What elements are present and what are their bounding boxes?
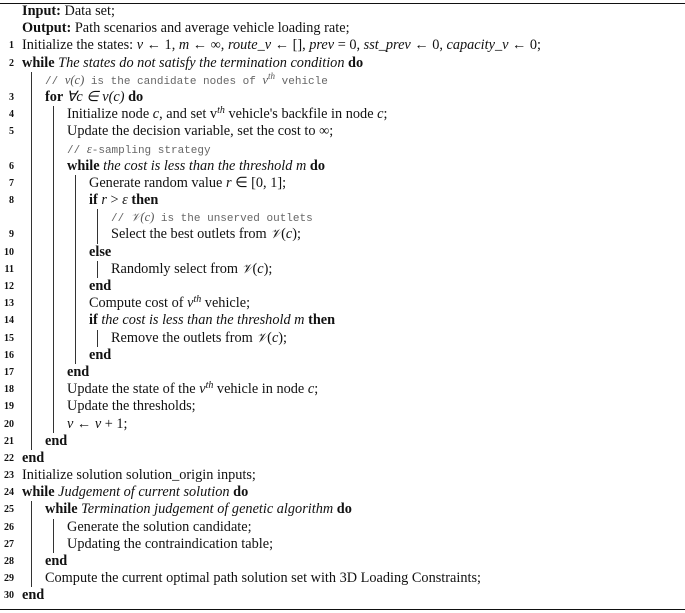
- line-number: 12: [4, 281, 14, 292]
- block-indent-bar: [53, 312, 54, 329]
- line-number: 16: [4, 349, 14, 361]
- algorithm-line-4: [0, 106, 685, 123]
- block-indent-bar: [53, 175, 54, 192]
- keyword: end: [22, 449, 45, 466]
- block-indent-bar: [31, 433, 32, 450]
- line-content: [22, 450, 44, 467]
- statement-text: prev: [309, 37, 335, 54]
- block-indent-bar: [31, 312, 32, 329]
- line-content: [89, 295, 250, 312]
- algorithm-line-30: [0, 587, 685, 604]
- block-indent-bar: [31, 570, 32, 587]
- line-content: [45, 553, 67, 570]
- block-indent-bar: [97, 261, 98, 278]
- statement-text: r: [101, 192, 107, 209]
- algorithm-comment: [0, 72, 685, 89]
- statement-text: sst_prev: [363, 37, 411, 54]
- block-indent-bar: [75, 347, 76, 364]
- block-indent-bar: [31, 89, 32, 106]
- block-indent-bar: [75, 330, 76, 347]
- line-content: [67, 123, 333, 140]
- statement-text: vehicle's backfile in node: [224, 106, 378, 123]
- comment-text: is the unserved outlets: [154, 213, 313, 226]
- line-number: 2: [9, 57, 14, 69]
- line-content: [111, 330, 287, 347]
- line-number: 6: [9, 160, 14, 172]
- block-indent-bar: [31, 261, 32, 278]
- block-indent-bar: [53, 209, 54, 226]
- algorithm-line-20: [0, 416, 685, 433]
- statement-text: );: [263, 260, 273, 277]
- algorithm-line-22: [0, 450, 685, 467]
- statement-text: ∈ [0, 1];: [231, 174, 287, 191]
- keyword: Output:: [22, 20, 75, 37]
- algorithm-line-14: [0, 312, 685, 329]
- block-indent-bar: [31, 398, 32, 415]
- statement-text: Termination judgement of genetic algorithm: [81, 501, 337, 518]
- statement-text: m: [178, 37, 190, 54]
- statement-text: ←: [73, 415, 95, 432]
- block-indent-bar: [53, 226, 54, 243]
- line-content: [45, 89, 143, 106]
- block-indent-bar: [31, 536, 32, 553]
- line-number: 10: [4, 246, 14, 258]
- keyword: end: [89, 278, 112, 294]
- keyword: for: [45, 88, 67, 105]
- block-indent-bar: [31, 416, 32, 433]
- line-number: 25: [4, 504, 14, 516]
- line-content: [89, 278, 111, 295]
- algorithm-line-8: [0, 192, 685, 209]
- comment-text: (c): [140, 210, 155, 225]
- block-indent-bar: [75, 175, 76, 192]
- line-number: 30: [4, 590, 14, 602]
- block-indent-bar: [53, 416, 54, 433]
- statement-text: Update the thresholds;: [67, 398, 196, 415]
- bottom-rule: [0, 609, 685, 610]
- line-number: 18: [4, 384, 14, 396]
- line-content: [22, 3, 115, 20]
- block-indent-bar: [31, 192, 32, 209]
- statement-text: Update the decision variable, set the cost to ∞;: [67, 123, 334, 140]
- line-content: [67, 106, 387, 123]
- comment-text: vehicle: [275, 75, 328, 88]
- block-indent-bar: [75, 226, 76, 243]
- line-content: [45, 501, 352, 518]
- statement-text: v: [187, 295, 194, 312]
- keyword: else: [89, 243, 112, 260]
- statement-text: Updating the contraindication table;: [67, 535, 274, 552]
- comment-text: ε: [86, 141, 92, 156]
- algorithm-line-12: [0, 278, 685, 295]
- line-number: 23: [4, 470, 14, 482]
- block-indent-bar: [53, 261, 54, 278]
- statement-text: c: [271, 329, 279, 346]
- comment-text: is the candidate nodes of: [84, 75, 263, 88]
- line-number: 29: [4, 573, 14, 585]
- block-indent-bar: [53, 295, 54, 312]
- line-content: [89, 192, 158, 209]
- block-indent-bar: [53, 398, 54, 415]
- block-indent-bar: [31, 381, 32, 398]
- algorithm-line-29: [0, 570, 685, 587]
- statement-text: Update the state of the: [67, 381, 200, 398]
- line-content: [111, 226, 301, 243]
- block-indent-bar: [97, 209, 98, 226]
- line-content: [22, 484, 248, 501]
- block-indent-bar: [75, 192, 76, 209]
- block-indent-bar: [53, 347, 54, 364]
- keyword: if: [89, 312, 102, 329]
- line-number: 3: [9, 91, 14, 103]
- statement-text: ← ∞,: [189, 37, 228, 54]
- keyword: do: [348, 54, 364, 71]
- keyword: do: [233, 484, 249, 501]
- line-number: 13: [4, 298, 14, 310]
- statement-text: ∀c ∈ v(c): [66, 88, 129, 105]
- statement-text: ← 1,: [143, 37, 179, 54]
- statement-text: ← [],: [271, 37, 310, 54]
- line-content: [89, 175, 286, 192]
- line-number: 15: [4, 332, 14, 344]
- keyword: end: [45, 432, 68, 449]
- statement-text: Generate random value: [89, 174, 226, 191]
- block-indent-bar: [31, 330, 32, 347]
- statement-text: the cost is less than the threshold m: [101, 312, 309, 329]
- line-content: [67, 416, 128, 433]
- block-indent-bar: [31, 209, 32, 226]
- statement-text: >: [106, 192, 123, 209]
- block-indent-bar: [31, 158, 32, 175]
- algorithm-line-27: [0, 536, 685, 553]
- statement-text: Initialize node: [67, 106, 153, 123]
- keyword: do: [128, 88, 144, 105]
- statement-text: ;: [314, 381, 319, 398]
- line-number: 9: [9, 229, 14, 241]
- keyword: do: [336, 501, 352, 518]
- statement-text: Generate the solution candidate;: [67, 518, 252, 535]
- statement-text: th: [193, 294, 202, 306]
- block-indent-bar: [53, 158, 54, 175]
- line-content: [67, 158, 325, 175]
- statement-text: Data set;: [64, 3, 115, 19]
- statement-text: Path scenarios and average vehicle loading rate;: [74, 20, 350, 37]
- statement-text: r: [225, 174, 232, 191]
- line-content: [22, 467, 256, 484]
- algorithm-comment: [0, 209, 685, 226]
- comment-text: 𝒱: [241, 261, 253, 277]
- block-indent-bar: [53, 278, 54, 295]
- algorithm-comment: [0, 141, 685, 158]
- block-indent-bar: [53, 519, 54, 536]
- algorithm-line-3: [0, 89, 685, 106]
- statement-text: Select the best outlets from: [111, 226, 271, 243]
- block-indent-bar: [75, 295, 76, 312]
- line-content: [22, 20, 350, 37]
- algorithm-line-24: [0, 484, 685, 501]
- block-indent-bar: [97, 330, 98, 347]
- line-content: [22, 587, 44, 604]
- block-indent-bar: [53, 141, 54, 158]
- statement-text: , and set v: [159, 106, 218, 123]
- algorithm-line-26: [0, 519, 685, 536]
- line-number: 7: [9, 177, 14, 189]
- statement-text: ← 0,: [410, 37, 447, 54]
- block-indent-bar: [75, 244, 76, 261]
- statement-text: v: [94, 415, 102, 432]
- block-indent-bar: [31, 347, 32, 364]
- block-indent-bar: [75, 261, 76, 278]
- statement-text: c: [377, 106, 384, 123]
- keyword: if: [89, 192, 102, 209]
- block-indent-bar: [75, 209, 76, 226]
- algorithm-line-11: [0, 261, 685, 278]
- statement-text: Initialize the states:: [22, 37, 137, 54]
- algorithm-listing: [0, 3, 685, 605]
- block-indent-bar: [75, 278, 76, 295]
- statement-text: Judgement of current solution: [58, 484, 234, 501]
- keyword: end: [45, 553, 68, 569]
- algorithm-header-line: [0, 20, 685, 37]
- block-indent-bar: [31, 106, 32, 123]
- line-content: [67, 381, 318, 398]
- line-number: 8: [9, 195, 14, 207]
- statement-text: v: [136, 37, 144, 54]
- line-content: [22, 37, 541, 54]
- keyword: then: [127, 192, 159, 209]
- statement-text: v: [67, 415, 74, 432]
- comment-text: 𝒱: [130, 210, 141, 225]
- keyword: while: [22, 484, 59, 501]
- comment-text: v: [262, 72, 269, 87]
- statement-text: c: [257, 260, 264, 277]
- statement-text: );: [278, 329, 288, 346]
- block-indent-bar: [31, 295, 32, 312]
- line-content: [22, 55, 363, 72]
- keyword: end: [22, 587, 45, 604]
- comment-text: //: [67, 144, 87, 157]
- algorithm-line-18: [0, 381, 685, 398]
- comment-text: th: [268, 70, 276, 81]
- block-indent-bar: [53, 123, 54, 140]
- statement-text: th: [205, 380, 214, 392]
- statement-text: Compute cost of: [89, 295, 188, 312]
- algorithm-line-2: [0, 55, 685, 72]
- line-number: 11: [4, 263, 14, 275]
- line-number: 19: [4, 401, 14, 413]
- keyword: end: [67, 363, 90, 380]
- line-content: [89, 312, 335, 329]
- algorithm-line-1: [0, 37, 685, 54]
- line-content: [45, 433, 67, 450]
- statement-text: Remove the outlets from: [111, 329, 257, 346]
- algorithm-line-10: [0, 244, 685, 261]
- statement-text: c: [307, 381, 315, 398]
- block-indent-bar: [97, 226, 98, 243]
- algorithm-line-25: [0, 501, 685, 518]
- line-content: [67, 398, 196, 415]
- block-indent-bar: [53, 536, 54, 553]
- block-indent-bar: [31, 553, 32, 570]
- block-indent-bar: [75, 312, 76, 329]
- algorithm-header-line: [0, 3, 685, 20]
- keyword: Input:: [22, 3, 65, 19]
- statement-text: Compute the current optimal path solution set with 3D Loading Constraints;: [45, 570, 481, 587]
- block-indent-bar: [31, 72, 32, 89]
- block-indent-bar: [53, 106, 54, 123]
- line-number: 21: [4, 435, 14, 447]
- line-number: 24: [4, 487, 14, 499]
- line-content: [89, 244, 111, 261]
- block-indent-bar: [31, 501, 32, 518]
- block-indent-bar: [53, 192, 54, 209]
- line-number: 4: [9, 109, 14, 121]
- statement-text: Randomly select from: [111, 260, 242, 277]
- block-indent-bar: [31, 278, 32, 295]
- statement-text: vehicle;: [201, 295, 251, 312]
- statement-text: c: [285, 226, 293, 243]
- algorithm-line-5: [0, 123, 685, 140]
- comment-text: 𝒱: [256, 330, 268, 346]
- line-number: 26: [4, 521, 14, 533]
- line-content: [67, 364, 89, 381]
- keyword: do: [309, 157, 326, 174]
- algorithm-line-6: [0, 158, 685, 175]
- line-number: 14: [4, 315, 14, 327]
- algorithm-line-17: [0, 364, 685, 381]
- statement-text: ;: [383, 106, 388, 123]
- statement-text: (: [252, 260, 258, 277]
- block-indent-bar: [31, 123, 32, 140]
- block-indent-bar: [53, 364, 54, 381]
- keyword: then: [308, 312, 336, 329]
- line-number: 20: [4, 418, 14, 430]
- statement-text: route_v: [227, 37, 272, 54]
- block-indent-bar: [31, 175, 32, 192]
- comment-text: //: [45, 75, 65, 88]
- statement-text: c: [152, 106, 160, 123]
- statement-text: + 1;: [101, 415, 128, 432]
- statement-text: ← 0;: [508, 37, 542, 54]
- comment-text: v(c): [64, 72, 85, 87]
- line-number: 17: [4, 366, 14, 378]
- statement-text: (: [267, 329, 272, 346]
- line-number: 27: [4, 538, 14, 550]
- statement-text: );: [292, 226, 301, 243]
- comment-text: -sampling strategy: [91, 144, 211, 157]
- block-indent-bar: [53, 381, 54, 398]
- statement-text: v: [199, 381, 206, 398]
- line-number: 28: [4, 556, 14, 567]
- statement-text: The states do not satisfy the termination condition: [58, 54, 349, 71]
- comment-text: //: [111, 213, 131, 226]
- line-content: [67, 536, 273, 553]
- block-indent-bar: [31, 141, 32, 158]
- statement-text: (: [281, 226, 286, 243]
- algorithm-line-21: [0, 433, 685, 450]
- statement-text: capacity_v: [446, 37, 509, 54]
- line-number: 22: [4, 452, 14, 464]
- algorithm-line-9: [0, 226, 685, 243]
- statement-text: = 0,: [334, 37, 364, 54]
- line-number: 1: [9, 40, 14, 52]
- algorithm-line-23: [0, 467, 685, 484]
- line-content: [111, 261, 272, 278]
- statement-text: vehicle in node: [213, 381, 308, 398]
- line-content: [89, 347, 111, 364]
- algorithm-line-15: [0, 330, 685, 347]
- statement-text: th: [217, 105, 225, 117]
- statement-text: the cost is less than the threshold m: [103, 157, 310, 174]
- block-indent-bar: [53, 244, 54, 261]
- keyword: while: [67, 157, 104, 174]
- algorithm-line-28: [0, 553, 685, 570]
- line-content: [67, 519, 252, 536]
- keyword: end: [89, 346, 112, 363]
- keyword: while: [22, 54, 59, 71]
- statement-text: ε: [122, 192, 128, 209]
- block-indent-bar: [31, 519, 32, 536]
- statement-text: Initialize solution solution_origin inputs;: [22, 467, 256, 484]
- line-number: 5: [9, 126, 14, 138]
- line-content: [45, 570, 481, 587]
- comment-text: 𝒱: [270, 227, 282, 243]
- algorithm-line-19: [0, 398, 685, 415]
- algorithm-line-13: [0, 295, 685, 312]
- keyword: while: [45, 501, 82, 518]
- block-indent-bar: [53, 330, 54, 347]
- algorithm-line-16: [0, 347, 685, 364]
- algorithm-line-7: [0, 175, 685, 192]
- block-indent-bar: [31, 364, 32, 381]
- block-indent-bar: [31, 226, 32, 243]
- block-indent-bar: [31, 244, 32, 261]
